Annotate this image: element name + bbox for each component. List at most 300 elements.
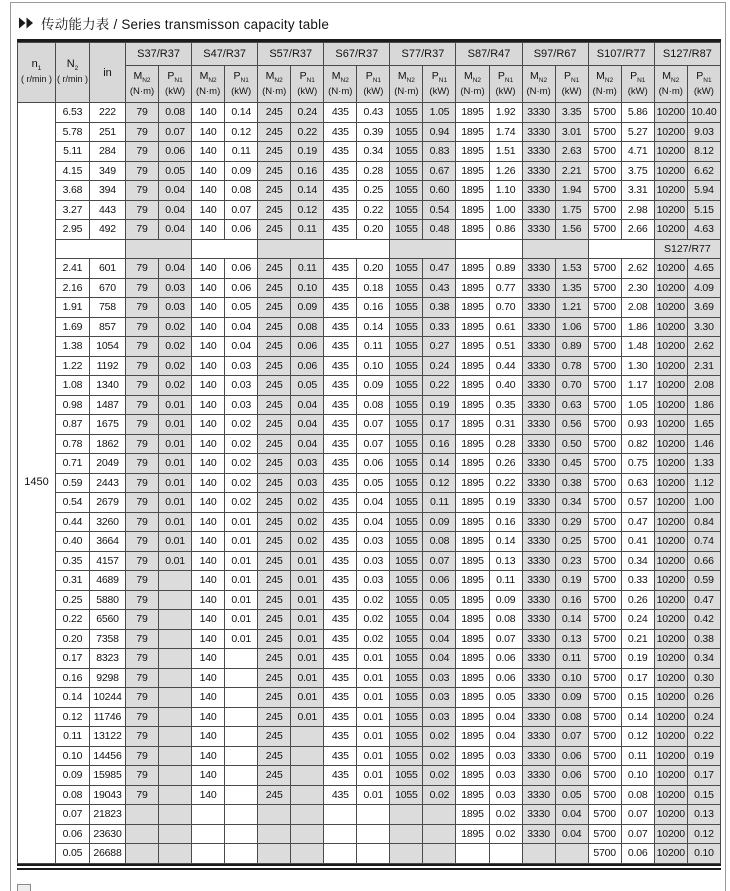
torque-cell: 79 [126, 395, 159, 415]
torque-cell: 1055 [390, 454, 423, 474]
torque-cell: 140 [192, 337, 225, 357]
torque-cell: 1055 [390, 766, 423, 786]
power-cell: 2.66 [621, 220, 654, 240]
torque-cell [192, 805, 225, 825]
torque-cell: 1895 [456, 317, 489, 337]
power-cell [357, 824, 390, 844]
power-cell: 0.17 [423, 415, 456, 435]
power-cell: 0.08 [621, 785, 654, 805]
torque-cell [324, 805, 357, 825]
torque-cell: 1055 [390, 512, 423, 532]
torque-cell: 10200 [654, 707, 687, 727]
power-cell: 0.01 [357, 766, 390, 786]
power-cell: 0.03 [357, 571, 390, 591]
torque-cell: 1055 [390, 532, 423, 552]
torque-cell [192, 844, 225, 864]
power-cell: 0.23 [555, 551, 588, 571]
power-cell: 0.82 [621, 434, 654, 454]
power-cell: 3.31 [621, 181, 654, 201]
torque-cell [390, 824, 423, 844]
header-power: $P_{N1}$ (kW) [225, 66, 258, 103]
torque-cell: 435 [324, 103, 357, 123]
torque-cell: 1895 [456, 571, 489, 591]
power-cell: 0.02 [423, 785, 456, 805]
table-row [18, 395, 721, 415]
power-cell: 0.38 [555, 473, 588, 493]
torque-cell: 140 [192, 259, 225, 279]
power-cell: 1.74 [489, 122, 522, 142]
ratio-cell: 1487 [90, 395, 126, 415]
torque-cell [126, 844, 159, 864]
ratio-cell: 23630 [90, 824, 126, 844]
power-cell: 0.06 [225, 278, 258, 298]
table-row [18, 259, 721, 279]
power-cell: 0.07 [489, 629, 522, 649]
power-cell: 0.01 [225, 571, 258, 591]
power-cell: 0.06 [291, 337, 324, 357]
torque-cell: 245 [258, 551, 291, 571]
torque-cell: 79 [126, 785, 159, 805]
torque-cell: 245 [258, 161, 291, 181]
torque-cell: 5700 [588, 649, 621, 669]
torque-cell: 1055 [390, 785, 423, 805]
power-cell: 0.44 [489, 356, 522, 376]
n2-cell: 0.16 [56, 668, 90, 688]
power-cell: 0.03 [357, 532, 390, 552]
power-cell [159, 668, 192, 688]
special-row-cell [258, 239, 324, 259]
torque-cell: 140 [192, 532, 225, 552]
power-cell: 0.17 [687, 766, 720, 786]
header-power: $P_{N1}$ (kW) [159, 66, 192, 103]
power-cell: 0.84 [687, 512, 720, 532]
torque-cell: 140 [192, 200, 225, 220]
torque-cell: 140 [192, 122, 225, 142]
s127-r77-subheader: S127/R77 [654, 239, 720, 259]
torque-cell: 10200 [654, 181, 687, 201]
header-power: $P_{N1}$ (kW) [423, 66, 456, 103]
header-torque: $M_{N2}$ (N·m) [324, 66, 357, 103]
torque-cell: 10200 [654, 142, 687, 162]
torque-cell: 3330 [522, 395, 555, 415]
power-cell: 0.47 [687, 590, 720, 610]
torque-cell: 5700 [588, 142, 621, 162]
power-cell: 0.02 [225, 415, 258, 435]
torque-cell: 245 [258, 434, 291, 454]
torque-cell: 1895 [456, 454, 489, 474]
power-cell: 0.03 [291, 473, 324, 493]
power-cell: 0.22 [687, 727, 720, 747]
torque-cell: 1895 [456, 122, 489, 142]
ratio-cell: 1862 [90, 434, 126, 454]
power-cell: 0.26 [489, 454, 522, 474]
torque-cell: 3330 [522, 122, 555, 142]
power-cell: 0.06 [159, 142, 192, 162]
header-power: $P_{N1}$ (kW) [621, 66, 654, 103]
torque-cell: 435 [324, 551, 357, 571]
power-cell: 0.63 [555, 395, 588, 415]
table-row [18, 590, 721, 610]
torque-cell: 245 [258, 317, 291, 337]
torque-cell [456, 844, 489, 864]
torque-cell: 5700 [588, 337, 621, 357]
torque-cell: 10200 [654, 161, 687, 181]
torque-cell: 1895 [456, 766, 489, 786]
table-row [18, 805, 721, 825]
power-cell: 3.75 [621, 161, 654, 181]
torque-cell: 140 [192, 356, 225, 376]
torque-cell: 10200 [654, 122, 687, 142]
torque-cell: 10200 [654, 571, 687, 591]
torque-cell: 79 [126, 649, 159, 669]
torque-cell: 140 [192, 668, 225, 688]
power-cell: 0.03 [357, 551, 390, 571]
power-cell [225, 805, 258, 825]
torque-cell: 5700 [588, 259, 621, 279]
power-cell: 0.16 [489, 512, 522, 532]
ratio-cell: 222 [90, 103, 126, 123]
power-cell: 0.01 [357, 707, 390, 727]
power-cell: 0.09 [291, 298, 324, 318]
header-series-s87-r47: S87/R47 [456, 43, 522, 66]
torque-cell: 3330 [522, 259, 555, 279]
torque-cell: 79 [126, 493, 159, 513]
torque-cell: 10200 [654, 766, 687, 786]
torque-cell: 1895 [456, 707, 489, 727]
torque-cell: 435 [324, 512, 357, 532]
torque-cell: 435 [324, 649, 357, 669]
power-cell: 0.01 [291, 590, 324, 610]
torque-cell: 1055 [390, 434, 423, 454]
torque-cell: 1055 [390, 415, 423, 435]
power-cell: 0.59 [687, 571, 720, 591]
ratio-cell: 1192 [90, 356, 126, 376]
torque-cell: 5700 [588, 161, 621, 181]
torque-cell: 10200 [654, 824, 687, 844]
header-torque: $M_{N2}$ (N·m) [522, 66, 555, 103]
power-cell: 0.02 [159, 337, 192, 357]
torque-cell: 3330 [522, 551, 555, 571]
power-cell: 0.04 [489, 727, 522, 747]
torque-cell: 1055 [390, 298, 423, 318]
power-cell [423, 805, 456, 825]
table-row [18, 337, 721, 357]
torque-cell: 140 [192, 512, 225, 532]
n2-cell: 5.11 [56, 142, 90, 162]
ratio-cell: 5880 [90, 590, 126, 610]
special-row-cell [522, 239, 588, 259]
power-cell: 9.03 [687, 122, 720, 142]
power-cell: 2.62 [621, 259, 654, 279]
table-body [18, 103, 721, 864]
power-cell: 0.03 [423, 668, 456, 688]
table-row [18, 103, 721, 123]
torque-cell: 1895 [456, 649, 489, 669]
power-cell: 1.35 [555, 278, 588, 298]
power-cell: 0.05 [225, 298, 258, 318]
n2-cell: 1.08 [56, 376, 90, 396]
torque-cell: 140 [192, 317, 225, 337]
torque-cell: 1055 [390, 278, 423, 298]
torque-cell: 140 [192, 493, 225, 513]
torque-cell: 5700 [588, 727, 621, 747]
torque-cell: 245 [258, 376, 291, 396]
ratio-cell: 601 [90, 259, 126, 279]
special-row-cell [192, 239, 258, 259]
n2-cell: 0.22 [56, 610, 90, 630]
torque-cell [324, 824, 357, 844]
torque-cell: 245 [258, 590, 291, 610]
torque-cell: 1895 [456, 824, 489, 844]
power-cell: 0.34 [687, 649, 720, 669]
power-cell: 0.24 [291, 103, 324, 123]
torque-cell: 435 [324, 259, 357, 279]
power-cell: 4.65 [687, 259, 720, 279]
torque-cell: 1055 [390, 493, 423, 513]
torque-cell: 5700 [588, 395, 621, 415]
power-cell: 6.62 [687, 161, 720, 181]
torque-cell: 5700 [588, 376, 621, 396]
power-cell: 0.06 [621, 844, 654, 864]
n2-cell: 0.08 [56, 785, 90, 805]
power-cell: 0.01 [159, 473, 192, 493]
torque-cell: 435 [324, 571, 357, 591]
torque-cell: 3330 [522, 805, 555, 825]
ratio-cell: 670 [90, 278, 126, 298]
power-cell: 0.01 [159, 434, 192, 454]
torque-cell: 3330 [522, 727, 555, 747]
power-cell: 0.01 [225, 610, 258, 630]
header-power: $P_{N1}$ (kW) [357, 66, 390, 103]
torque-cell: 10200 [654, 532, 687, 552]
n2-cell: 0.71 [56, 454, 90, 474]
power-cell: 0.22 [357, 200, 390, 220]
power-cell: 4.09 [687, 278, 720, 298]
torque-cell: 1895 [456, 337, 489, 357]
power-cell: 0.78 [555, 356, 588, 376]
header-series-s47-r37: S47/R37 [192, 43, 258, 66]
torque-cell: 79 [126, 181, 159, 201]
power-cell: 0.08 [357, 395, 390, 415]
power-cell [291, 844, 324, 864]
n2-cell: 0.98 [56, 395, 90, 415]
torque-cell: 140 [192, 629, 225, 649]
torque-cell: 140 [192, 766, 225, 786]
torque-cell: 79 [126, 746, 159, 766]
torque-cell: 3330 [522, 181, 555, 201]
power-cell: 0.19 [687, 746, 720, 766]
power-cell: 0.01 [357, 688, 390, 708]
header-torque: $M_{N2}$ (N·m) [192, 66, 225, 103]
torque-cell: 10200 [654, 200, 687, 220]
power-cell: 0.08 [423, 532, 456, 552]
power-cell: 0.11 [291, 259, 324, 279]
table-row [18, 278, 721, 298]
torque-cell: 245 [258, 337, 291, 357]
power-cell: 0.08 [489, 610, 522, 630]
power-cell: 0.02 [489, 824, 522, 844]
ratio-cell: 14456 [90, 746, 126, 766]
torque-cell: 3330 [522, 317, 555, 337]
power-cell: 0.40 [489, 376, 522, 396]
power-cell: 0.05 [357, 473, 390, 493]
table-row [18, 161, 721, 181]
power-cell: 0.24 [621, 610, 654, 630]
power-cell: 3.01 [555, 122, 588, 142]
power-cell [159, 649, 192, 669]
double-right-arrow-icon [19, 17, 34, 29]
power-cell: 0.08 [291, 317, 324, 337]
torque-cell: 245 [258, 688, 291, 708]
torque-cell: 1895 [456, 668, 489, 688]
power-cell: 0.03 [225, 395, 258, 415]
power-cell: 0.08 [555, 707, 588, 727]
n2-cell: 0.12 [56, 707, 90, 727]
power-cell: 0.19 [489, 493, 522, 513]
power-cell: 0.11 [423, 493, 456, 513]
power-cell: 1.26 [489, 161, 522, 181]
power-cell: 0.34 [621, 551, 654, 571]
ratio-cell: 3260 [90, 512, 126, 532]
torque-cell: 5700 [588, 317, 621, 337]
power-cell: 0.24 [423, 356, 456, 376]
torque-cell: 1895 [456, 356, 489, 376]
power-cell: 0.14 [291, 181, 324, 201]
torque-cell: 3330 [522, 571, 555, 591]
n2-cell: 0.25 [56, 590, 90, 610]
power-cell: 0.03 [423, 707, 456, 727]
power-cell: 0.34 [555, 493, 588, 513]
torque-cell: 10200 [654, 454, 687, 474]
power-cell: 0.75 [621, 454, 654, 474]
torque-cell: 1895 [456, 200, 489, 220]
torque-cell: 3330 [522, 688, 555, 708]
torque-cell: 435 [324, 434, 357, 454]
power-cell: 5.27 [621, 122, 654, 142]
n2-cell: 1.91 [56, 298, 90, 318]
power-cell: 0.29 [555, 512, 588, 532]
torque-cell: 1055 [390, 610, 423, 630]
torque-cell: 10200 [654, 337, 687, 357]
torque-cell: 140 [192, 688, 225, 708]
power-cell: 0.03 [159, 298, 192, 318]
n2-cell: 0.06 [56, 824, 90, 844]
torque-cell: 140 [192, 610, 225, 630]
power-cell: 0.42 [687, 610, 720, 630]
torque-cell: 1055 [390, 727, 423, 747]
torque-cell: 245 [258, 785, 291, 805]
torque-cell [126, 805, 159, 825]
power-cell: 0.02 [423, 766, 456, 786]
torque-cell: 1895 [456, 805, 489, 825]
special-row-cell [390, 239, 456, 259]
torque-cell [522, 844, 555, 864]
torque-cell: 3330 [522, 707, 555, 727]
power-cell: 0.04 [555, 805, 588, 825]
power-cell: 0.02 [423, 746, 456, 766]
power-cell: 0.11 [489, 571, 522, 591]
torque-cell: 3330 [522, 356, 555, 376]
table-row [18, 220, 721, 240]
header-series-s37-r37: S37/R37 [126, 43, 192, 66]
power-cell: 0.86 [489, 220, 522, 240]
power-cell [159, 590, 192, 610]
ratio-cell: 492 [90, 220, 126, 240]
torque-cell: 10200 [654, 551, 687, 571]
torque-cell: 3330 [522, 785, 555, 805]
table-row [18, 571, 721, 591]
power-cell [225, 727, 258, 747]
torque-cell: 79 [126, 278, 159, 298]
header-series-s127-r87: S127/R87 [654, 43, 720, 66]
table-frame [17, 39, 721, 870]
torque-cell: 435 [324, 766, 357, 786]
n2-cell: 0.14 [56, 688, 90, 708]
n2-cell: 0.17 [56, 649, 90, 669]
torque-cell: 1055 [390, 571, 423, 591]
torque-cell: 1895 [456, 629, 489, 649]
torque-cell: 3330 [522, 200, 555, 220]
torque-cell: 5700 [588, 200, 621, 220]
ratio-cell: 26688 [90, 844, 126, 864]
power-cell: 1.56 [555, 220, 588, 240]
power-cell: 0.15 [687, 785, 720, 805]
torque-cell: 140 [192, 220, 225, 240]
power-cell: 0.03 [291, 454, 324, 474]
header-n2: $N_2$ ( r/min ) [56, 43, 90, 103]
torque-cell: 79 [126, 512, 159, 532]
torque-cell: 5700 [588, 278, 621, 298]
torque-cell: 435 [324, 532, 357, 552]
power-cell: 0.04 [159, 181, 192, 201]
table-row [18, 493, 721, 513]
header-torque: $M_{N2}$ (N·m) [456, 66, 489, 103]
power-cell: 0.07 [225, 200, 258, 220]
n2-cell: 0.09 [56, 766, 90, 786]
power-cell: 0.60 [423, 181, 456, 201]
torque-cell: 3330 [522, 766, 555, 786]
torque-cell: 10200 [654, 103, 687, 123]
torque-cell [258, 805, 291, 825]
torque-cell: 1895 [456, 278, 489, 298]
ratio-cell: 4157 [90, 551, 126, 571]
torque-cell: 3330 [522, 298, 555, 318]
torque-cell: 5700 [588, 590, 621, 610]
power-cell [159, 707, 192, 727]
power-cell [159, 824, 192, 844]
torque-cell: 5700 [588, 668, 621, 688]
power-cell: 0.01 [357, 785, 390, 805]
power-cell: 2.62 [687, 337, 720, 357]
torque-cell [324, 844, 357, 864]
power-cell: 0.05 [423, 590, 456, 610]
ratio-cell: 4689 [90, 571, 126, 591]
power-cell: 0.03 [423, 688, 456, 708]
power-cell: 0.04 [555, 824, 588, 844]
power-cell: 0.03 [489, 766, 522, 786]
n2-cell: 1.38 [56, 337, 90, 357]
torque-cell: 245 [258, 610, 291, 630]
power-cell: 0.12 [621, 727, 654, 747]
power-cell: 0.22 [291, 122, 324, 142]
table-row [18, 532, 721, 552]
torque-cell: 79 [126, 473, 159, 493]
power-cell: 0.09 [555, 688, 588, 708]
torque-cell: 1895 [456, 103, 489, 123]
torque-cell: 5700 [588, 415, 621, 435]
power-cell: 0.19 [291, 142, 324, 162]
table-row [18, 200, 721, 220]
